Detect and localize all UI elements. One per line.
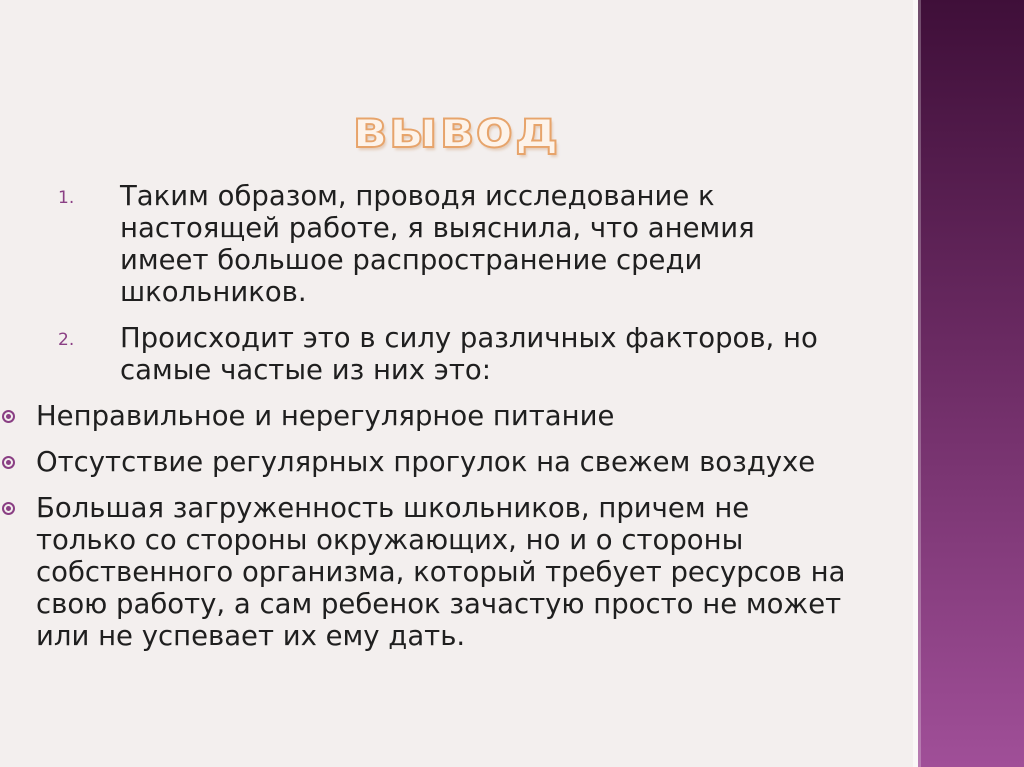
item-text: Происходит это в силу различных факторов, но самые частые из них это: [120, 322, 818, 386]
bullet-text: Отсутствие регулярных прогулок на свежем воздухе [36, 446, 816, 478]
bullet-text: Большая загруженность школьников, причем не только со стороны окружающих, но и о стороны собственного организма, который требует ресурсов на свою работу, а сам ребенок зачастую просто не может или не успевает их ему дать. [36, 492, 846, 652]
item-number: 2. [58, 330, 75, 350]
bullet-text: Неправильное и нерегулярное питание [36, 400, 615, 432]
decorative-side-band [918, 0, 1024, 767]
item-number: 1. [58, 188, 75, 208]
numbered-item-1 [58, 180, 848, 308]
circle-bullet-icon [2, 410, 15, 423]
bullet-item-1 [2, 400, 848, 432]
circle-bullet-icon [2, 502, 15, 515]
slide-body [36, 180, 848, 666]
bullet-item-2 [2, 446, 848, 478]
bullet-item-3 [2, 492, 848, 652]
slide-title: вывод [352, 99, 561, 160]
circle-bullet-icon [2, 456, 15, 469]
numbered-item-2 [58, 322, 848, 386]
item-text: Таким образом, проводя исследование к настоящей работе, я выяснила, что анемия имеет большое распространение среди школьников. [120, 180, 755, 308]
side-band-edge [918, 0, 921, 767]
